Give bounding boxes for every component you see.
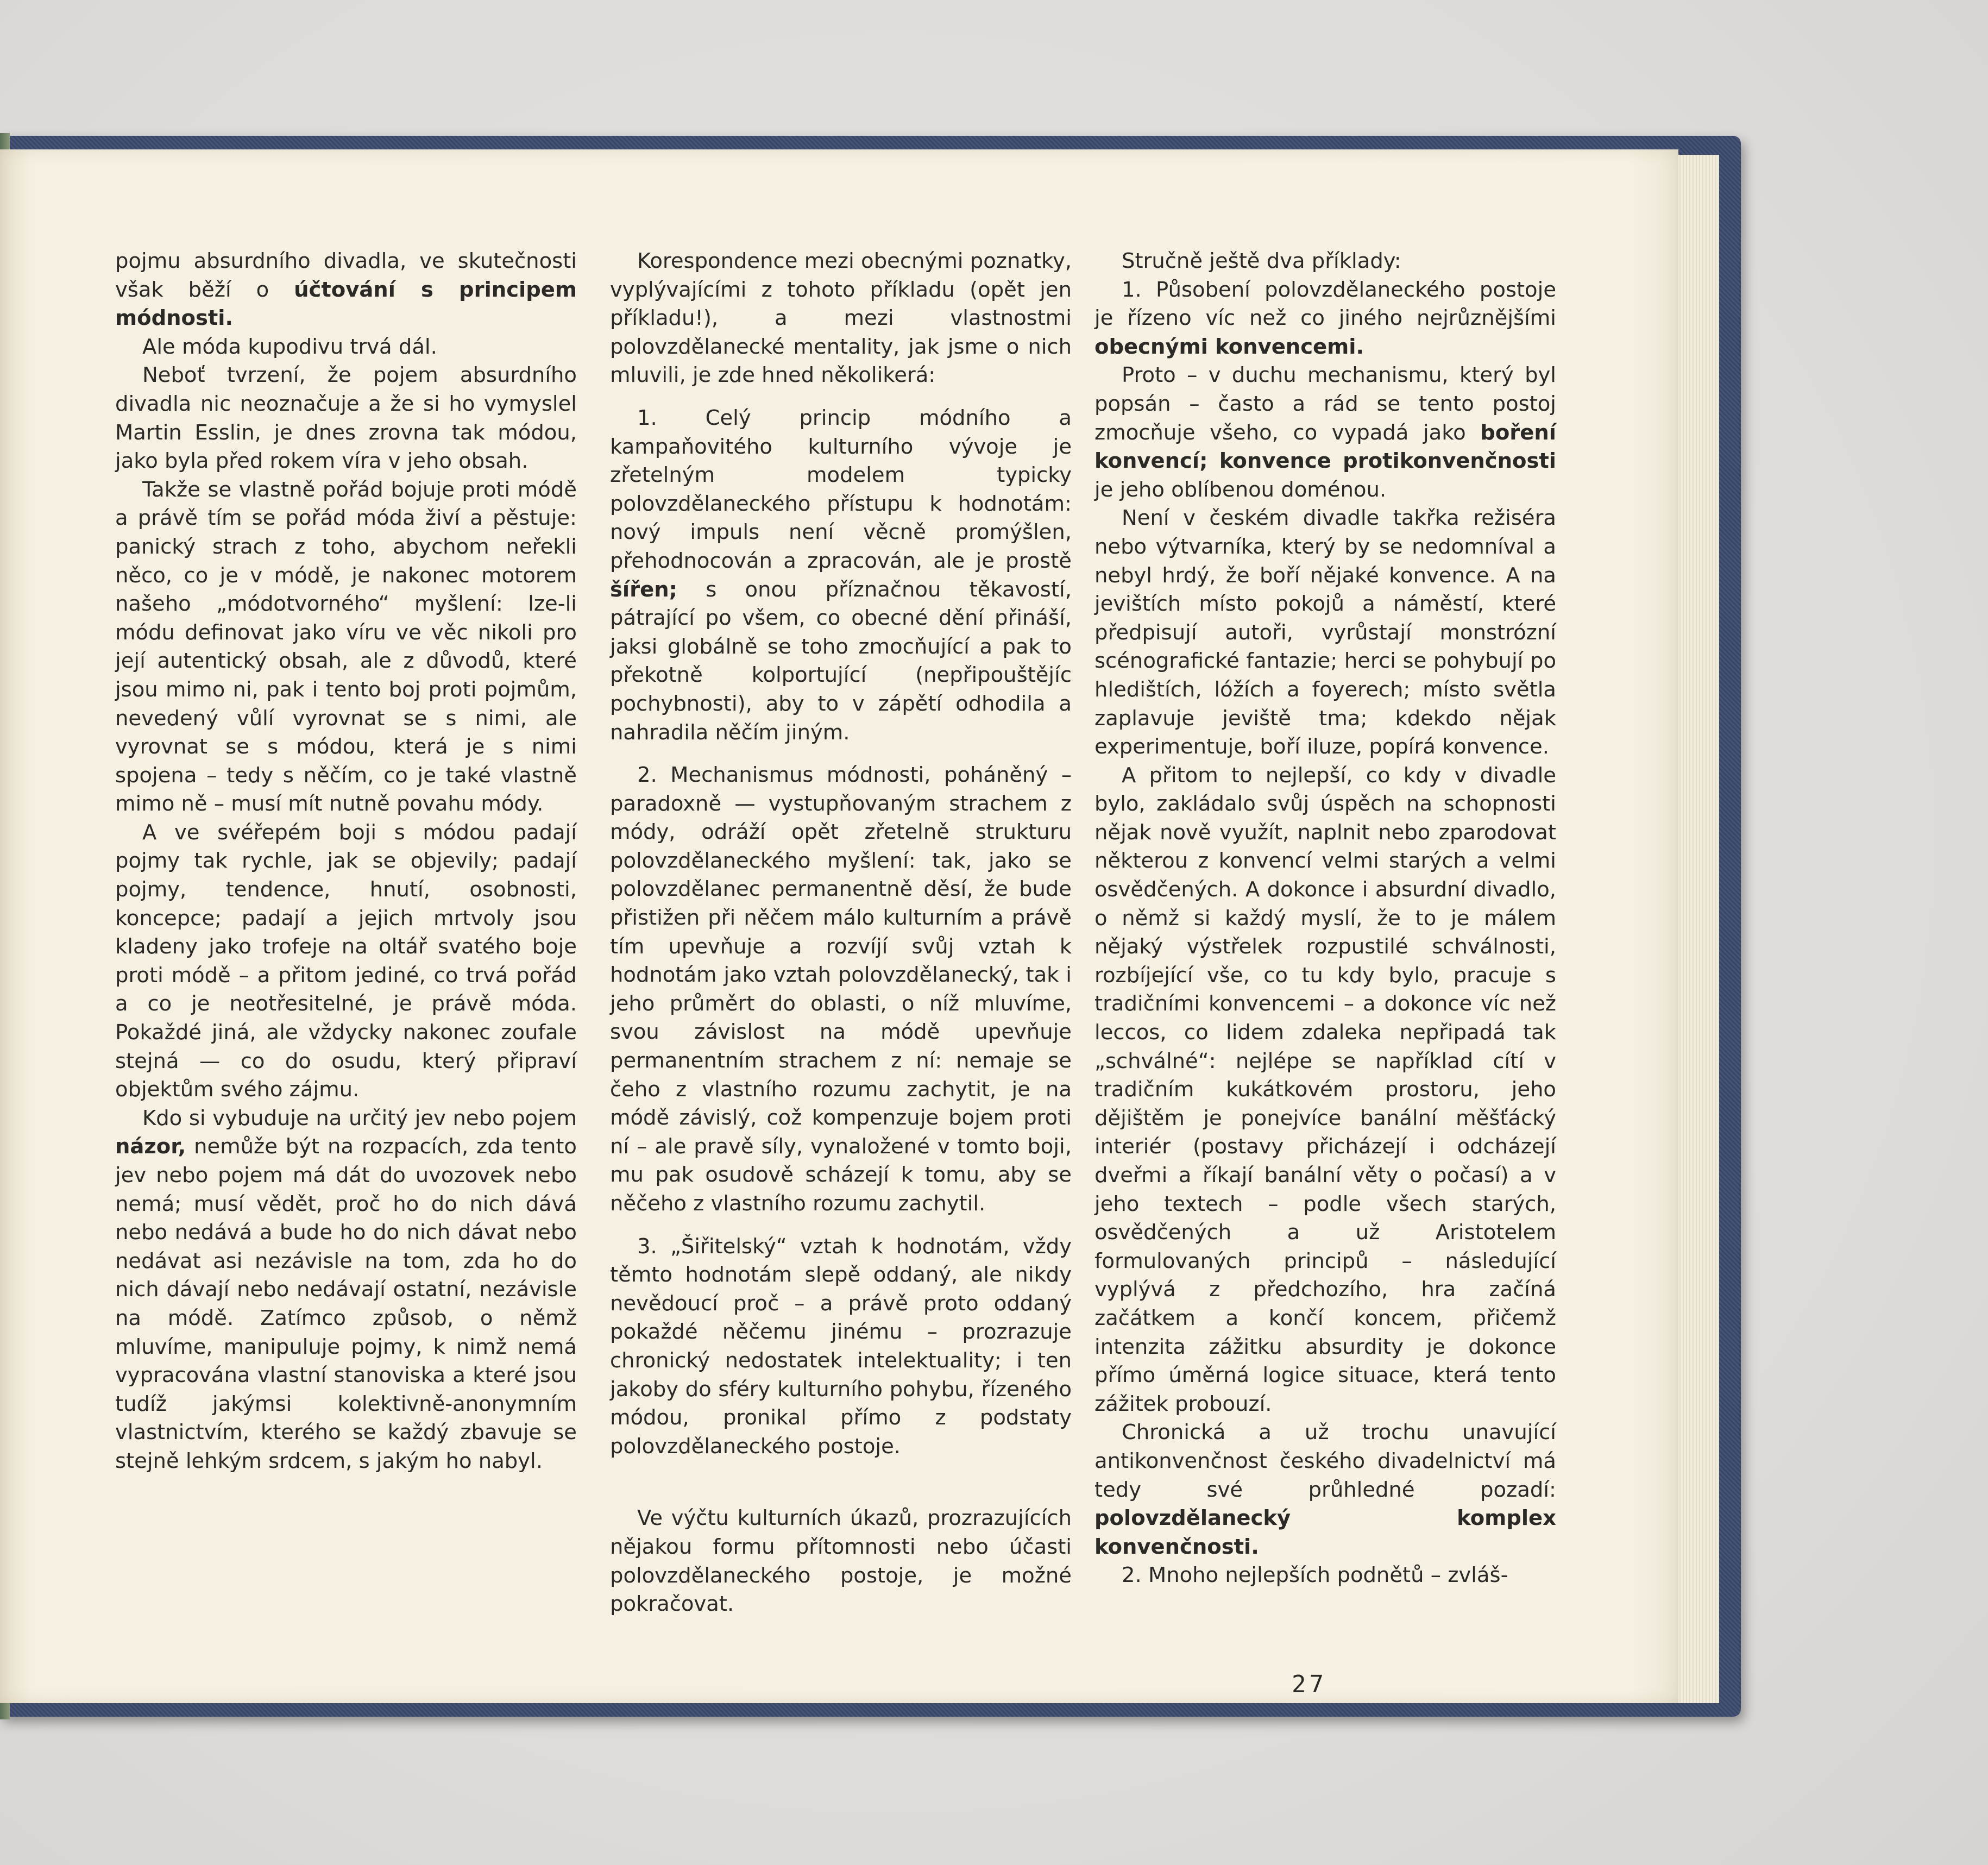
page-number: 27: [1292, 1671, 1327, 1698]
bold-text: obecnými konvencemi.: [1094, 334, 1364, 359]
text-run: 3. „Šiřitelský“ vztah k hodnotám, vždy těmto hodnotám slepě oddaný, ale nikdy nevědoucí proč – a právě proto oddaný pokaždé něčemu jinému – prozrazuje chronický nedostatek intelektuality; i ten jakoby do sféry kulturního pohybu, řízeného módou, pronikal přímo z podstaty polovzdělaneckého postoje.: [610, 1234, 1072, 1459]
text-run: Stručně ještě dva příklady:: [1122, 249, 1401, 273]
bold-text: názor,: [115, 1134, 186, 1159]
text-run: A přitom to nejlepší, co kdy v divadle bylo, zakládalo svůj úspěch na schopnosti nějak nově využít, naplnit nebo zparodovat některou z konvencí velmi starých a velmi osvědčených. A dokonce i absurdní divadlo, o němž si každý myslí, že to je málem nějaký výstřelek rozpustilé schválnosti, rozbíjející vše, co tu kdy bylo, pracuje s tradičními konvencemi – a dokonce víc než leccos, co lidem zdaleka nepřipadá tak „schválné“: nejlépe se například cítí v tradičním kukátkovém prostoru, jeho dějištěm je ponejvíce banální měšťácký interiér (postavy přicházejí i odcházejí dveřmi a říkají banální věty o počasí) a v jeho textech – podle všech starých, osvědčených a už Aristotelem formulovaných principů – následující vyplývá z předchozího, hra začíná začátkem a končí koncem, přičemž intenzita zážitku absurdity je dokonce přímo úměrná logice situace, která tento zážitek probouzí.: [1094, 763, 1556, 1416]
text-column-middle: [610, 247, 1072, 1619]
text-run: s onou příznačnou těkavostí, pátrající po všem, co obecné dění přináší, jaksi globálně se toho zmocňující a pak to překotně kolportující (nepřipouštějíc pochybnosti), aby to v zápětí odhodila a nahradila něčím jiným.: [610, 577, 1072, 745]
bold-text: účtování s principem módnosti.: [115, 277, 577, 331]
text-run: Korespondence mezi obecnými poznatky, vyplývajícími z tohoto příkladu (opět jen příkladu!), a mezi vlastnostmi polovzdělanecké mentality, jak jsme o nich mluvili, je zde hned několikerá:: [610, 249, 1072, 388]
text-run: Chronická a už trochu unavující antikonvenčnost českého divadelnictví má tedy své průhledné pozadí:: [1094, 1420, 1556, 1502]
paragraph: [610, 761, 1072, 1219]
paragraph: [115, 247, 577, 333]
bold-text: boření konvencí; konvence protikonvenčnosti: [1094, 420, 1556, 474]
paragraph: [115, 476, 577, 819]
text-column-right: [1094, 247, 1556, 1590]
paragraph: [1094, 361, 1556, 504]
bold-text: šířen;: [610, 577, 678, 602]
paragraph: [1094, 762, 1556, 1419]
text-column-left: [115, 247, 577, 1476]
text-run: Ale móda kupodivu trvá dál.: [142, 334, 437, 359]
bold-text: polovzdělanecký komplex konvenčnosti.: [1094, 1506, 1556, 1559]
paragraph: [115, 1104, 577, 1476]
text-run: 2. Mechanismus módnosti, poháněný – paradoxně — vystupňovaným strachem z módy, odráží opět zřetelně strukturu polovzdělaneckého myšlení: tak, jako se polovzdělanec permanentně děsí, že bude přistižen při něčem málo kulturním a právě tím upevňuje a rozvíjí svůj vztah k hodnotám jako vztah polovzdělanecký, tak i jeho průměrt do oblasti, o níž mluvíme, svou závislost na módě upevňuje permanentním strachem z ní: nemaje se čeho z vlastního rozumu zachytit, je na módě závislý, což kompenzuje bojem proti ní – ale pravě síly, vynaložené v tomto boji, mu pak osudově scházejí k tomu, aby se něčeho z vlastního rozumu zachytil.: [610, 763, 1072, 1216]
paragraph: [1094, 1418, 1556, 1561]
text-run: Kdo si vybuduje na určitý jev nebo pojem: [142, 1106, 577, 1131]
text-run: 2. Mnoho nejlepších podnětů – zvláš-: [1122, 1563, 1508, 1588]
paragraph: [610, 247, 1072, 390]
paragraph: [115, 361, 577, 475]
text-run: 1. Působení polovzdělaneckého postoje je řízeno víc než co jiného nejrůznějšími: [1094, 277, 1556, 331]
text-run: Neboť tvrzení, že pojem absurdního divadla nic neoznačuje a že si ho vymyslel Martin Esslin, je dnes zrovna tak módou, jako byla před rokem víra v jeho obsah.: [115, 363, 577, 474]
text-run: Proto – v duchu mechanismu, který byl popsán – často a rád se tento postoj zmocňuje všeho, co vypadá jako: [1094, 363, 1556, 445]
text-run: pojmu absurdního divadla, ve skutečnosti však běží o: [115, 249, 577, 302]
text-run: 1. Celý princip módního a kampaňovitého kulturního vývoje je zřetelným modelem typicky polovzdělaneckého přístupu k hodnotám: nový impuls není věcně promýšlen, přehodnocován a zpracován, ale je prostě: [610, 405, 1072, 573]
paragraph: [1094, 276, 1556, 362]
text-run: je jeho oblíbenou doménou.: [1094, 477, 1387, 502]
paragraph: [115, 819, 577, 1104]
paragraph: [1094, 247, 1556, 276]
paragraph: [1094, 1561, 1556, 1590]
paragraph: [1094, 504, 1556, 761]
paragraph: [610, 1233, 1072, 1461]
paragraph: [610, 1504, 1072, 1618]
text-run: nemůže být na rozpacích, zda tento jev nebo pojem má dát do uvozovek nebo nemá; musí vědět, proč ho do nich dává nebo nedává a bude ho do nich dávat nebo nedávat asi nezávisle na tom, zda ho do nich dávají nebo nedávají ostatní, nezávisle na módě. Zatímco způsob, o němž mluvíme, manipuluje pojmy, k nimž nemá vypracována vlastní stanoviska a které jsou tudíž jakýmsi kolektivně-anonymním vlastnictvím, kterého se každý zbavuje se stejně lehkým srdcem, s jakým ho nabyl.: [115, 1134, 577, 1473]
text-run: Ve výčtu kulturních úkazů, prozrazujících nějakou formu přítomnosti nebo účasti polovzdělaneckého postoje, je možné pokračovat.: [610, 1506, 1072, 1617]
text-run: Není v českém divadle takřka režiséra nebo výtvarníka, který by se nedomníval a nebyl hrdý, že boří nějaké konvence. A na jevištích místo pokojů a náměstí, které předpisují autoři, vyrůstají monstrózní scénografické fantazie; herci se pohybují po hledištích, lóžích a foyerech; místo světla zaplavuje jeviště tma; kdekdo nějak experimentuje, boří iluze, popírá konvence.: [1094, 506, 1556, 759]
text-run: Takže se vlastně pořád bojuje proti módě a právě tím se pořád móda živí a pěstuje: panický strach z toho, abychom neřekli něco, co je v módě, je nakonec motorem našeho „módotvorného“ myšlení: lze-li módu definovat jako víru ve věc nikoli pro její autentický obsah, ale z důvodů, které jsou mimo ni, pak i tento boj proti pojmům, nevedený vůlí vyrovnat se s nimi, ale vyrovnat se s módou, která je s nimi spojena – tedy s něčím, co je také vlastně mimo ně – musí mít nutně povahu módy.: [115, 477, 577, 817]
paragraph: [115, 333, 577, 362]
paragraph: [610, 404, 1072, 747]
text-run: A ve svéřepém boji s módou padají pojmy tak rychle, jak se objevily; padají pojmy, tendence, hnutí, osobnosti, koncepce; padají a jejich mrtvoly jsou kladeny jako trofeje na oltář svatého boje proti módě – a přitom jediné, co trvá pořád a co je neotřesitelné, je právě móda. Pokaždé jiná, ale vždycky nakonec zoufale stejná — co do osudu, který připraví objektům svého zájmu.: [115, 820, 577, 1102]
